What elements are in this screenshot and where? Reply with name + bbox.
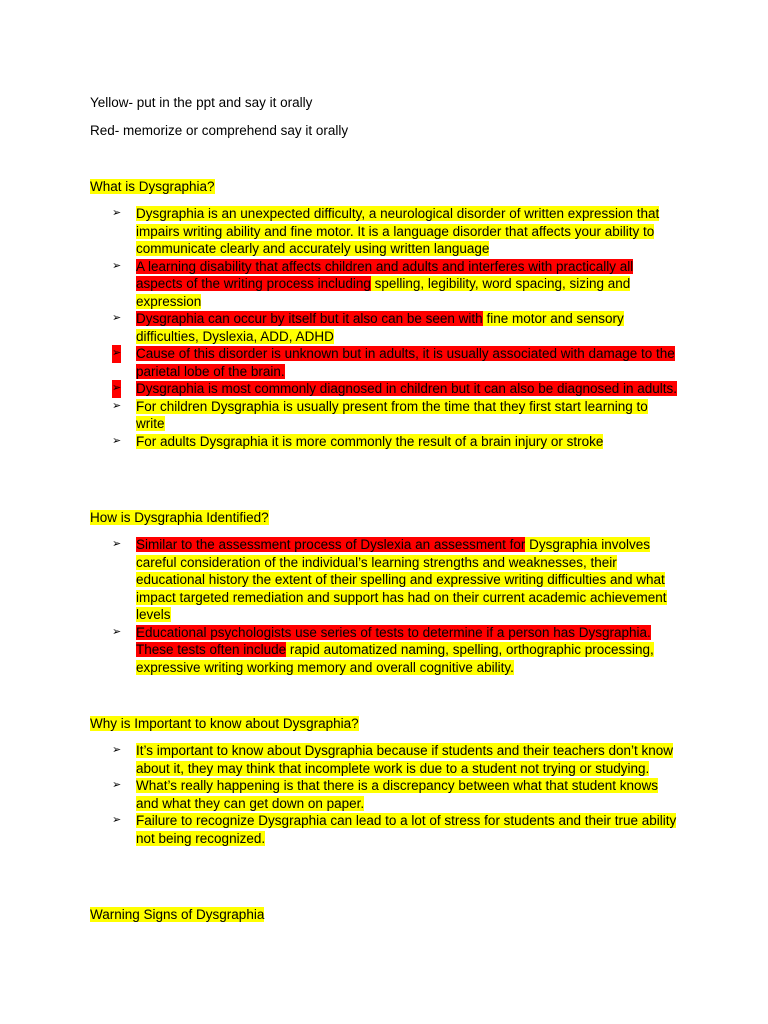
arrowhead-bullet-icon: ➢ [112,207,122,219]
section-heading-why [90,715,359,732]
heading-text: Why is Important to know about Dysgraphia? [90,716,359,731]
red-text: Educational psychologists use series of tests to determine if a person has Dysgraphia. These tests often include [136,624,651,657]
arrowhead-bullet-icon: ➢ [112,779,122,791]
list-item [0,310,768,345]
yellow-text: Dysgraphia is an unexpected difficulty, a neurological disorder of written expression that impairs writing ability and fine motor. It is a language disorder that affects your ability to communicate clearly and accurately using written language [136,206,660,256]
yellow-text: Dysgraphia involves careful consideration of the individual’s learning strengths and weaknesses, their educational history the extent of their spelling and expressive writing difficulties and what impact targeted remediation and support has had on their current academic achievement levels [136,537,667,622]
red-text: Similar to the assessment process of Dyslexia an assessment for [136,537,526,552]
section-heading-warning [90,906,264,923]
heading-text: Warning Signs of Dysgraphia [90,907,265,922]
legend-red: Red- memorize or comprehend say it orally [90,123,349,138]
section-heading-what [90,178,215,195]
list-item [0,398,768,433]
list-item [0,433,768,451]
arrowhead-bullet-icon: ➢ [112,434,122,447]
arrowhead-bullet-icon: ➢ [112,625,122,638]
arrowhead-bullet-icon: ➢ [112,345,121,363]
list-item [0,777,768,812]
arrowhead-bullet-icon: ➢ [112,814,122,826]
arrowhead-bullet-icon: ➢ [112,380,121,398]
heading-text: What is Dysgraphia? [90,179,215,194]
list-item [0,624,768,677]
yellow-text: rapid automatized naming, spelling, orthographic processing, expressive writing working memory and overall cognitive ability. [136,642,654,675]
bullet-list-why [0,742,768,847]
bullet-list-how [0,536,768,676]
yellow-text: spelling, legibility, word spacing, sizing and expression [136,276,631,309]
list-item [0,742,768,777]
legend-yellow: Yellow- put in the ppt and say it orally [90,95,313,110]
list-item [0,345,768,380]
heading-text: How is Dysgraphia Identified? [90,510,269,525]
list-item [0,380,768,398]
arrowhead-bullet-icon: ➢ [112,312,122,324]
arrowhead-bullet-icon: ➢ [112,538,122,550]
yellow-text: fine motor and sensory difficulties, Dyslexia, ADD, ADHD [136,311,624,344]
list-item [0,812,768,847]
red-text: Dysgraphia can occur by itself but it also can be seen with [136,311,483,326]
list-item [0,536,768,624]
yellow-text: What’s really happening is that there is a discrepancy between what that student knows and what they can get down on paper. [136,778,659,811]
section-heading-how [90,509,269,526]
red-text: A learning disability that affects children and adults and interferes with practically all aspects of the writing process including [136,258,634,291]
yellow-text: For adults Dysgraphia it is more commonly the result of a brain injury or stroke [136,433,604,449]
arrowhead-bullet-icon: ➢ [112,744,122,756]
arrowhead-bullet-icon: ➢ [112,259,122,272]
yellow-text: It’s important to know about Dysgraphia because if students and their teachers don’t know about it, they may think that incomplete work is due to a student not trying or studying. [136,743,674,776]
bullet-list-what [0,205,768,450]
arrowhead-bullet-icon: ➢ [112,399,122,412]
yellow-text: Failure to recognize Dysgraphia can lead to a lot of stress for students and their true ability not being recognized. [136,813,677,846]
list-item [0,205,768,258]
red-text: Dysgraphia is most commonly diagnosed in children but it can also be diagnosed in adults. [136,381,678,396]
red-text: Cause of this disorder is unknown but in adults, it is usually associated with damage to the parietal lobe of the brain. [136,346,675,379]
yellow-text: For children Dysgraphia is usually present from the time that they first start learning to write [136,398,648,431]
list-item [0,258,768,311]
